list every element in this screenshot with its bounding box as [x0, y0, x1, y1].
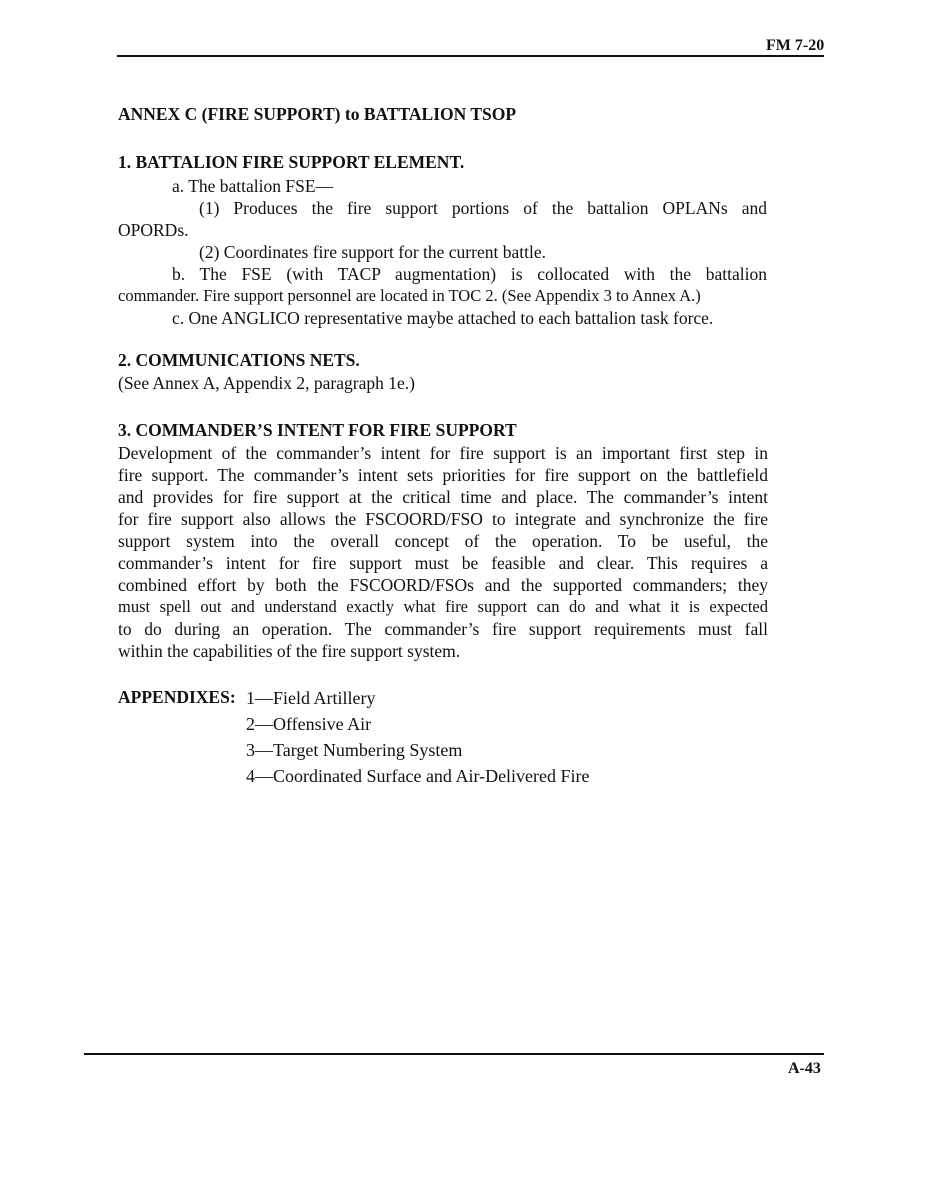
annex-title: ANNEX C (FIRE SUPPORT) to BATTALION TSOP	[118, 104, 517, 124]
section1-para-a: a. The battalion FSE—	[172, 176, 334, 196]
appendix-item: 3—Target Numbering System	[246, 740, 463, 760]
section3-heading: 3. COMMANDER’S INTENT FOR FIRE SUPPORT	[118, 420, 517, 440]
section1-heading: 1. BATTALION FIRE SUPPORT ELEMENT.	[118, 152, 465, 172]
section3-line: Development of the commander’s intent for fire support is an important first step in	[118, 443, 768, 463]
appendix-item: 2—Offensive Air	[246, 714, 372, 734]
section3-line-last: within the capabilities of the fire support system.	[118, 641, 461, 661]
appendix-item: 1—Field Artillery	[246, 688, 376, 708]
header-doc-id: FM 7-20	[766, 37, 825, 54]
section2-heading: 2. COMMUNICATIONS NETS.	[118, 350, 360, 370]
section3-line: for fire support also allows the FSCOORD/FSO to integrate and synchronize the fire	[118, 509, 768, 529]
section3-line: support system into the overall concept of the operation. To be useful, the	[118, 531, 768, 551]
page-number: A-43	[788, 1060, 821, 1077]
footer-rule	[84, 1053, 824, 1055]
section3-line: to do during an operation. The commander’s fire support requirements must fall	[118, 619, 768, 639]
section1-para-a1-first: (1) Produces the fire support portions of the battalion OPLANs and	[199, 198, 767, 218]
section1-para-b-cont: commander. Fire support personnel are located in TOC 2. (See Appendix 3 to Annex A.)	[118, 286, 701, 305]
section3-line: must spell out and understand exactly what fire support can do and what it is expected	[118, 597, 768, 616]
section1-para-a2: (2) Coordinates fire support for the current battle.	[199, 242, 546, 262]
section1-para-a1-cont: OPORDs.	[118, 220, 189, 240]
section1-para-b-first: b. The FSE (with TACP augmentation) is collocated with the battalion	[172, 264, 767, 284]
section3-line: commander’s intent for fire support must be feasible and clear. This requires a	[118, 553, 768, 573]
section2-text: (See Annex A, Appendix 2, paragraph 1e.)	[118, 373, 415, 393]
appendixes-label: APPENDIXES:	[118, 687, 236, 707]
section3-line: fire support. The commander’s intent sets priorities for fire support on the battlefield	[118, 465, 768, 485]
section3-line: combined effort by both the FSCOORD/FSOs and the supported commanders; they	[118, 575, 768, 595]
header-rule	[117, 55, 824, 57]
section3-line: and provides for fire support at the critical time and place. The commander’s intent	[118, 487, 768, 507]
section1-para-c: c. One ANGLICO representative maybe attached to each battalion task force.	[172, 308, 714, 328]
appendix-item: 4—Coordinated Surface and Air-Delivered Fire	[246, 766, 590, 786]
